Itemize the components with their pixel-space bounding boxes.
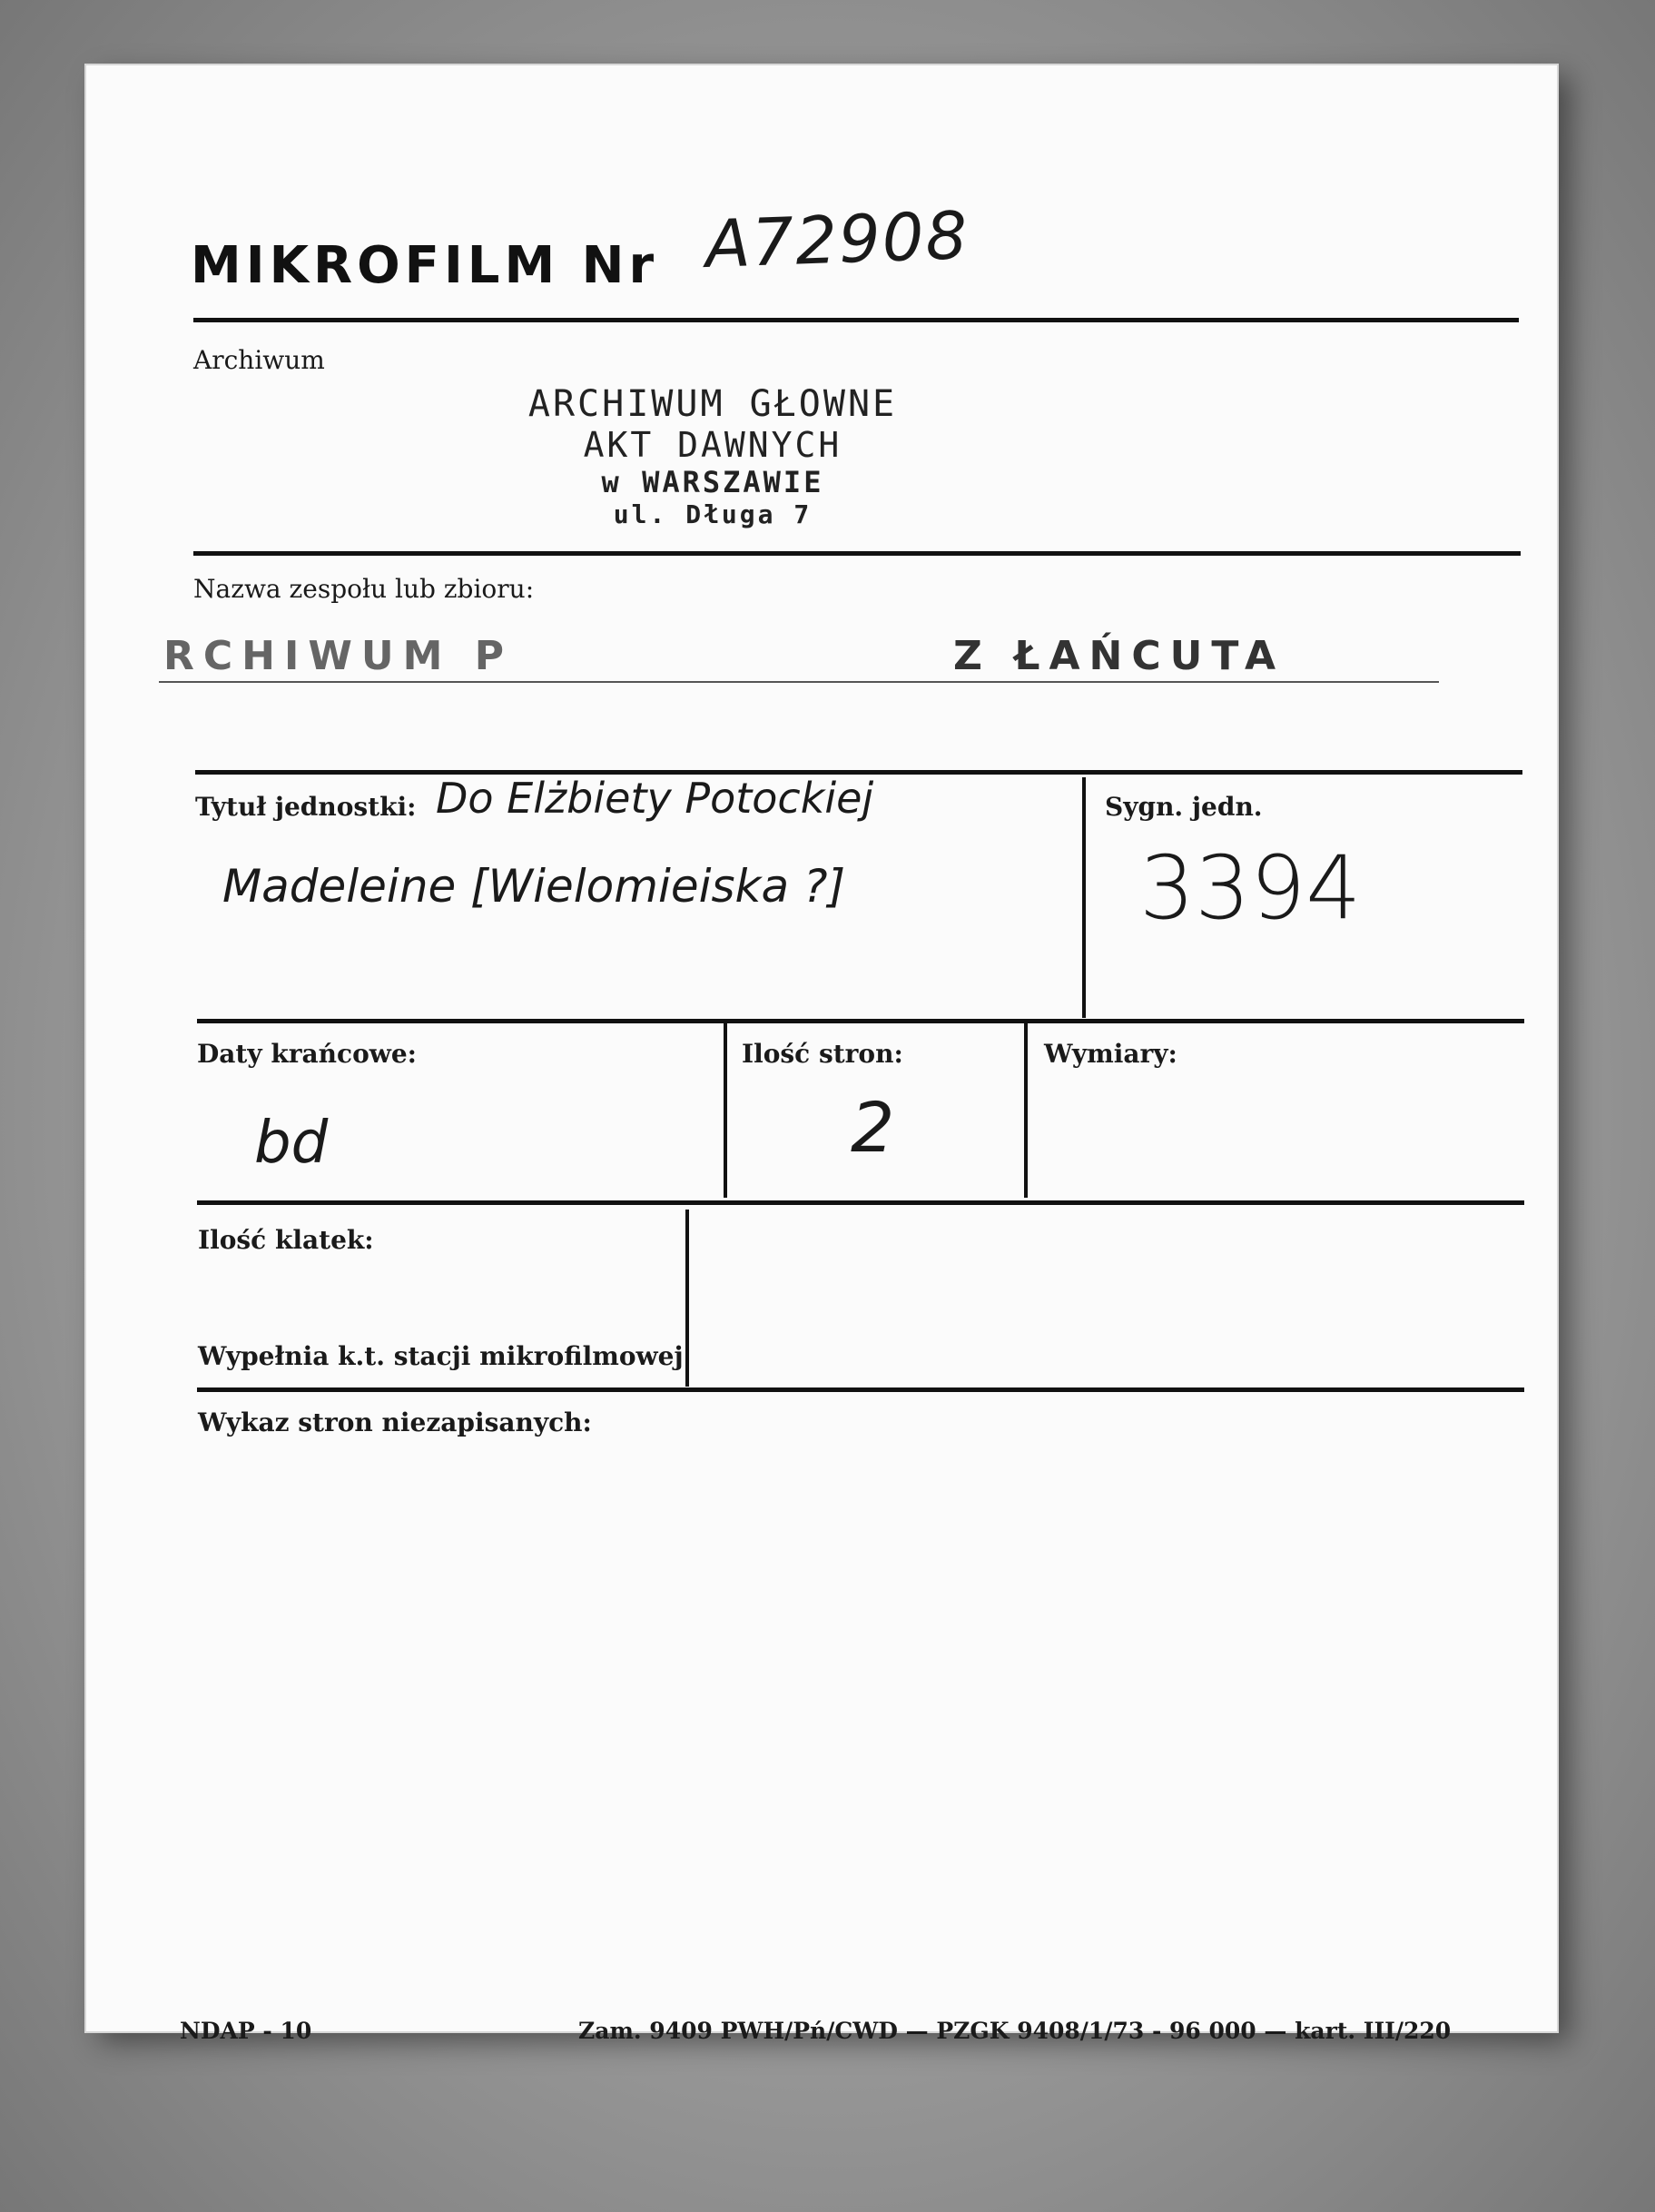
divider (1082, 777, 1086, 1018)
stamp-line-3: w WARSZAWIE (601, 465, 824, 499)
stamp-line-1: ARCHIWUM GŁOWNE (527, 383, 898, 425)
unit-title-line-1: Do Elżbiety Potockiej (436, 774, 874, 823)
pages-value: 2 (851, 1087, 895, 1168)
blank-pages-label: Wykaz stron niezapisanych: (198, 1407, 592, 1437)
pages-label: Ilość stron: (742, 1039, 903, 1069)
dates-label: Daty krańcowe: (197, 1039, 418, 1069)
card-title: MIKROFILM Nr (191, 236, 659, 295)
unit-title-line-2: Madeleine [Wielomieiska ?] (222, 860, 846, 913)
collection-label: Nazwa zespołu lub zbioru: (193, 574, 535, 604)
divider (193, 551, 1521, 556)
signature-value: 3394 (1139, 837, 1362, 939)
microfilm-card (86, 65, 1557, 2044)
archive-stamp (477, 383, 949, 529)
print-info: Zam. 9409 PWH/Pń/CWD — PZGK 9408/1/73 - 96 000 — kart. III/220 (578, 2018, 1452, 2044)
collection-underline (159, 681, 1439, 683)
stamp-line-4: ul. Długa 7 (613, 499, 813, 529)
dimensions-label: Wymiary: (1044, 1039, 1177, 1069)
divider (193, 318, 1519, 322)
dates-value: bd (254, 1110, 329, 1177)
archive-label: Archiwum (193, 345, 325, 375)
divider (197, 1387, 1524, 1392)
frames-note: Wypełnia k.t. stacji mikrofilmowej (198, 1341, 684, 1371)
form-code: NDAP - 10 (180, 2018, 312, 2044)
divider (685, 1210, 689, 1387)
divider (197, 1019, 1524, 1023)
divider (197, 1200, 1524, 1205)
microfilm-number: A72908 (704, 196, 970, 283)
divider (1024, 1023, 1028, 1198)
stamp-line-2: AKT DAWNYCH (583, 425, 842, 465)
collection-value-right: Z ŁAŃCUTA (953, 633, 1286, 679)
signature-label: Sygn. jedn. (1105, 792, 1263, 822)
unit-title-label: Tytuł jednostki: (195, 792, 417, 822)
collection-value-left: RCHIWUM P (163, 633, 513, 679)
divider (724, 1023, 727, 1198)
frames-label: Ilość klatek: (198, 1225, 374, 1255)
